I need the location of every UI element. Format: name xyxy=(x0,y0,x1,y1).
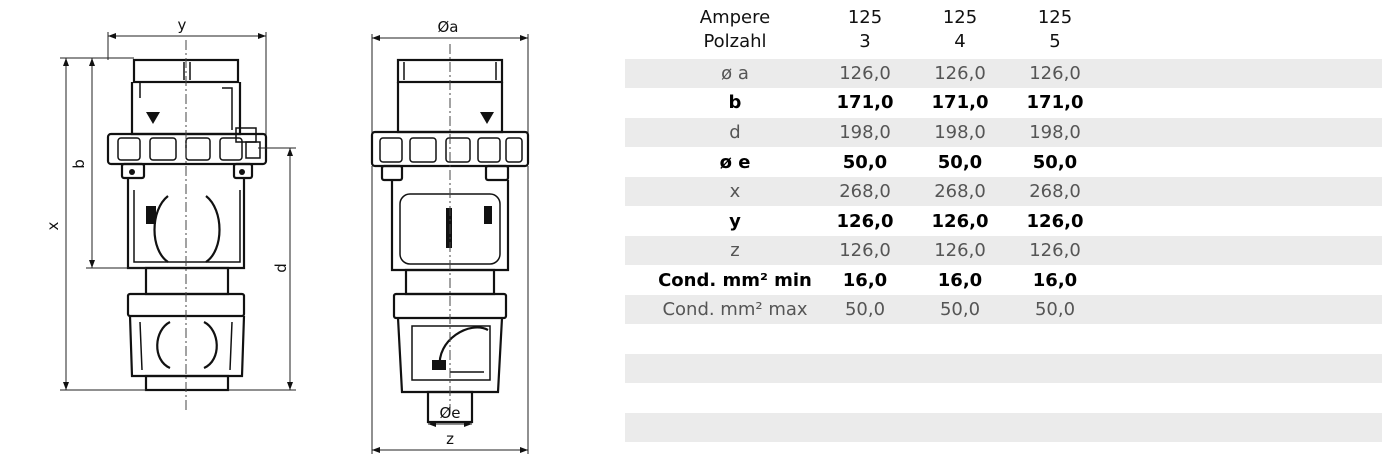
header-ampere-value: 125 xyxy=(847,7,883,28)
row-value: 198,0 xyxy=(1029,122,1081,143)
dim-label-oe: Øe xyxy=(439,404,461,422)
table-row xyxy=(625,118,1382,147)
table-row xyxy=(625,177,1382,206)
empty-row xyxy=(625,354,1382,383)
row-label: d xyxy=(729,122,741,143)
header-ampere-value: 125 xyxy=(942,7,978,28)
dim-label-oa: Øa xyxy=(437,18,459,36)
row-value: 50,0 xyxy=(1032,152,1078,173)
row-value: 268,0 xyxy=(839,181,891,202)
table-row xyxy=(625,236,1382,265)
row-value: 126,0 xyxy=(1029,240,1081,261)
row-value: 171,0 xyxy=(836,92,894,113)
row-value: 16,0 xyxy=(1032,270,1078,291)
header-ampere-label: Ampere xyxy=(699,7,771,28)
row-value: 268,0 xyxy=(934,181,986,202)
row-value: 50,0 xyxy=(844,299,886,320)
header-column-2 xyxy=(915,6,1005,54)
row-label: b xyxy=(728,92,742,113)
front-view xyxy=(372,18,528,454)
dim-label-y: y xyxy=(177,16,187,34)
table-row xyxy=(625,88,1382,117)
row-value: 126,0 xyxy=(1026,211,1084,232)
header-poles-label: Polzahl xyxy=(703,31,767,52)
row-value: 126,0 xyxy=(836,211,894,232)
header-poles-value: 3 xyxy=(859,31,871,52)
row-value: 198,0 xyxy=(934,122,986,143)
row-value: 126,0 xyxy=(839,63,891,84)
row-value: 50,0 xyxy=(939,299,981,320)
table-row xyxy=(625,266,1382,295)
header-poles-value: 5 xyxy=(1049,31,1061,52)
row-label: ø e xyxy=(719,152,751,173)
row-value: 198,0 xyxy=(839,122,891,143)
row-value: 126,0 xyxy=(839,240,891,261)
row-value: 126,0 xyxy=(1029,63,1081,84)
header-label xyxy=(625,6,845,54)
side-view xyxy=(44,16,296,410)
row-value: 126,0 xyxy=(931,211,989,232)
row-value: 16,0 xyxy=(937,270,983,291)
row-value: 50,0 xyxy=(937,152,983,173)
row-label: z xyxy=(730,240,740,261)
row-value: 171,0 xyxy=(1026,92,1084,113)
row-label: x xyxy=(729,181,741,202)
row-value: 126,0 xyxy=(934,240,986,261)
dim-label-z: z xyxy=(446,430,454,448)
dim-label-d: d xyxy=(272,263,290,273)
row-label: ø a xyxy=(721,63,749,84)
header-poles-value: 4 xyxy=(954,31,966,52)
row-value: 171,0 xyxy=(931,92,989,113)
row-value: 126,0 xyxy=(934,63,986,84)
row-value: 50,0 xyxy=(842,152,888,173)
row-value: 268,0 xyxy=(1029,181,1081,202)
header-column-1 xyxy=(820,6,910,54)
row-value: 50,0 xyxy=(1034,299,1076,320)
header-column-3 xyxy=(1010,6,1100,54)
dim-label-x: x xyxy=(44,221,62,231)
table-row xyxy=(625,59,1382,88)
table-row xyxy=(625,148,1382,177)
header-ampere-value: 125 xyxy=(1037,7,1073,28)
row-label: Cond. mm² max xyxy=(662,299,808,320)
dim-label-b: b xyxy=(70,159,88,169)
row-label: Cond. mm² min xyxy=(658,270,812,291)
table-row xyxy=(625,295,1382,324)
row-label: y xyxy=(729,211,741,232)
row-value: 16,0 xyxy=(842,270,888,291)
table-row xyxy=(625,207,1382,236)
technical-drawing xyxy=(0,0,600,472)
empty-row xyxy=(625,413,1382,442)
